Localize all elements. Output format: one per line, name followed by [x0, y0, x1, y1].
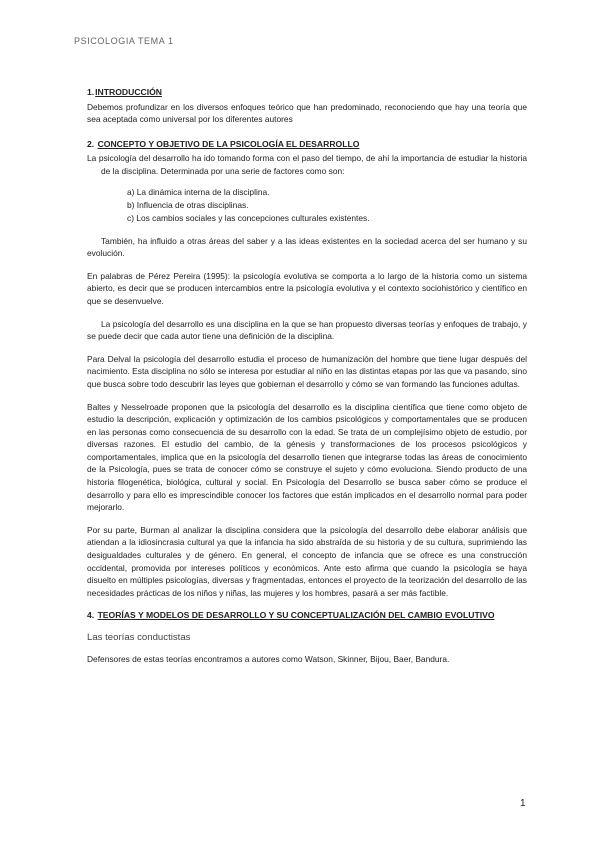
list-item: c) Los cambios sociales y las concepciones culturales existentes. [127, 212, 370, 223]
subheading-teorias-conductistas: Las teorías conductistas [87, 632, 191, 643]
section-title: INTRODUCCIÓN [95, 87, 163, 97]
section-heading-introduccion [87, 86, 527, 99]
theories-paragraph: Defensores de estas teorías encontramos a autores como Watson, Skinner, Bijou, Baer, Bandura. [87, 653, 450, 664]
running-header: PSICOLOGIA TEMA 1 [74, 36, 174, 46]
list-item: a) La dinámica interna de la disciplina. [127, 186, 270, 197]
section-heading-concepto [87, 138, 527, 151]
list-item: b) Influencia de otras disciplinas. [127, 199, 249, 210]
concept-paragraph-3: En palabras de Pérez Pereira (1995): la psicología evolutiva se comporta a lo largo de la historia como un sistema abierto, es decir que se producen intercambios entre la psicología evolutiva y el contexto sociohistórico y científico en que se desenvuelve. [87, 270, 527, 306]
section-number: 1. [87, 87, 95, 97]
concept-paragraph-1: La psicología del desarrollo ha ido tomando forma con el paso del tiempo, de ahí la importancia de estudiar la historia de la disciplina. Determinada por una serie de factores como son: [87, 153, 527, 176]
document-body [87, 86, 527, 665]
section-title: TEORÍAS Y MODELOS DE DESARROLLO Y SU CONCEPTUALIZACIÓN DEL CAMBIO EVOLUTIVO [97, 610, 495, 621]
intro-paragraph: Debemos profundizar en los diversos enfoques teórico que han predominado, reconociendo que hay una teoría que sea aceptada como universal por los diferentes autores [87, 101, 527, 125]
section-title: CONCEPTO Y OBJETIVO DE LA PSICOLOGÍA EL DESARROLLO [97, 138, 360, 149]
section-number: 4. [87, 610, 95, 621]
section-heading-teorias [87, 609, 527, 622]
concept-paragraph-7: Por su parte, Burman al analizar la disciplina considera que la psicología del desarrollo debe elaborar análisis que atiendan a la idiosincrasia cultural ya que la infancia ha sido abstraída de su historia y de su cultura, suprimiendo las desigualdades culturales y de género. En general, el concepto de infancia que se ofrece es una construcción occidental, promovida por intereses políticos y económicos. Ante esto afirma que cuando la psicología se haya disuelto en múltiples psicologías, diversas y fragmentadas, entonces el proyecto de la teorización del desarrollo de las necesidades prácticas de los niños y niñas, las mujeres y los hombres, pasará a ser más factible. [87, 524, 527, 598]
concept-paragraph-2: También, ha influido a otras áreas del saber y a las ideas existentes en la sociedad acerca del ser humano y su evolución. [87, 235, 527, 259]
page-number: 1 [520, 798, 526, 809]
factors-list [127, 186, 527, 225]
section-number: 2. [87, 138, 95, 149]
concept-paragraph-6: Baltes y Nesselroade proponen que la psicología del desarrollo es la disciplina científica que tiene como objeto de estudio la descripción, explicación y optimización de los cambios psicológicos y comportamentales que se producen en las personas como consecuencia de su desarrollo con la edad. Se trata de un complejísimo objeto de estudio, por diversas razones. El estudio del cambio, de la génesis y transformaciones de los procesos psicológicos y comportamentales, implica que en la psicología del desarrollo tienen que integrarse todas las áreas de conocimiento de la Psicología, pues se trata de conocer cómo se construye el sujeto y cómo evoluciona. Siendo producto de una historia filogenética, biológica, cultural y social. En Psicología del Desarrollo se busca saber cómo se produce el desarrollo y para ello es imprescindible conocer los factores que están implicados en el desarrollo normal para poder mejorarlo. [87, 401, 527, 513]
concept-paragraph-5: Para Delval la psicología del desarrollo estudia el proceso de humanización del hombre que tiene lugar después del nacimiento. Esta disciplina no sólo se interesa por estudiar al niño en las distintas etapas por las que va pasando, sino que busca sobre todo descubrir las leyes que gobiernan el desarrollo y cómo se van formando las funciones adultas. [87, 353, 527, 389]
concept-paragraph-4: La psicología del desarrollo es una disciplina en la que se han propuesto diversas teorías y enfoques de trabajo, y se puede decir que cada autor tiene una definición de la disciplina. [87, 318, 527, 342]
